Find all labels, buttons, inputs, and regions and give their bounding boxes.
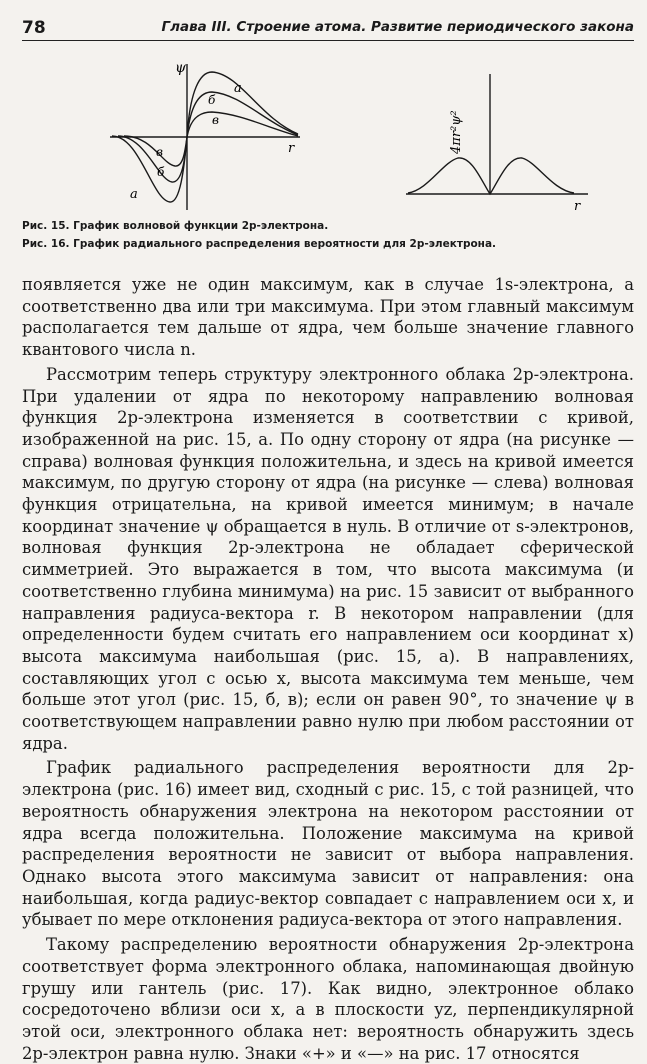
fig15-label-c-neg: в <box>156 145 163 159</box>
fig15-y-label: ψ <box>175 60 186 76</box>
figure-16-caption: Рис. 16. График радиального распределения вероятности для 2p-электрона. <box>22 238 497 250</box>
fig15-label-a-neg: а <box>130 187 138 202</box>
body-text <box>22 274 634 1064</box>
paragraph: Рассмотрим теперь структуру электронного облака 2p-электрона. При удалении от ядра по некоторому направлению волновая функция 2p-электрона изменяется в соответствии с кривой, изображенной на рис. 15, а. По одну сторону от ядра (на рисунке — справа) волновая функция положительна, и здесь на кривой имеется максимум, по другую сторону от ядра (на рисунке — слева) волновая функция отрицательна, на кривой имеется минимум; в начале координат значение ψ обращается в нуль. В отличие от s-электронов, волновая функция 2p-электрона не обладает сферической симметрией. Это выражается в том, что высота максимума (и соответственно глубина минимума) на рис. 15 зависит от выбранного направления радиуса-вектора r. В некотором направлении (для определенности будем считать его направлением оси координат x) высота максимума наибольшая (рис. 15, а). В направлениях, составляющих угол с осью x, высота максимума тем меньше, чем больше этот угол (рис. 15, б, в); если он равен 90°, то значение ψ в соответствующем направлении равно нулю при любом расстоянии от ядра. <box>22 364 634 753</box>
fig15-label-b-pos: б <box>208 93 216 107</box>
fig16-curve <box>408 158 574 194</box>
paragraph: Такому распределению вероятности обнаружения 2p-электрона соответствует форма электронного облака, напоминающая двойную грушу или гантель (рис. 17). Как видно, электронное облако сосредоточено вблизи оси x, а в плоскости yz, перпендикулярной этой оси, электронного облака нет: вероятность обнаружить здесь 2p-электрон равна нулю. Знаки «+» и «—» на рис. 17 относятся <box>22 935 634 1063</box>
paragraph: появляется уже не один максимум, как в случае 1s-электрона, а соответственно два или три максимума. При этом главный максимум располагается тем дальше от ядра, чем больше значение главного квантового числа n. <box>22 275 634 360</box>
fig15-label-b-neg: б <box>157 165 165 179</box>
fig15-label-a-pos: а <box>234 81 242 96</box>
figure-15-wavefunction-graph <box>100 50 310 215</box>
paragraph: График радиального распределения вероятности для 2p-электрона (рис. 16) имеет вид, сходный с рис. 15, с той разницей, что вероятность обнаружения электрона на некотором расстоянии от ядра всегда положительна. Положение максимума на кривой распределения вероятности не зависит от выбора направления. Однако высота этого максимума зависит от направления: она наибольшая, когда радиус-вектор совпадает с направлением оси x, и убывает по мере отклонения радиуса-вектора от этого направления. <box>22 758 634 930</box>
figure-15-caption: Рис. 15. График волновой функции 2p-электрона. <box>22 220 329 232</box>
page-header <box>22 18 634 41</box>
figure-16-radial-probability-graph <box>398 70 598 215</box>
running-head: Глава III. Строение атома. Развитие периодического закона <box>161 19 634 35</box>
fig15-label-c-pos: в <box>212 113 219 127</box>
fig16-y-label: 4πr²ψ² <box>449 110 464 154</box>
fig15-x-label: r <box>288 141 295 156</box>
fig16-x-label: r <box>574 199 581 214</box>
page-number: 78 <box>22 18 46 38</box>
